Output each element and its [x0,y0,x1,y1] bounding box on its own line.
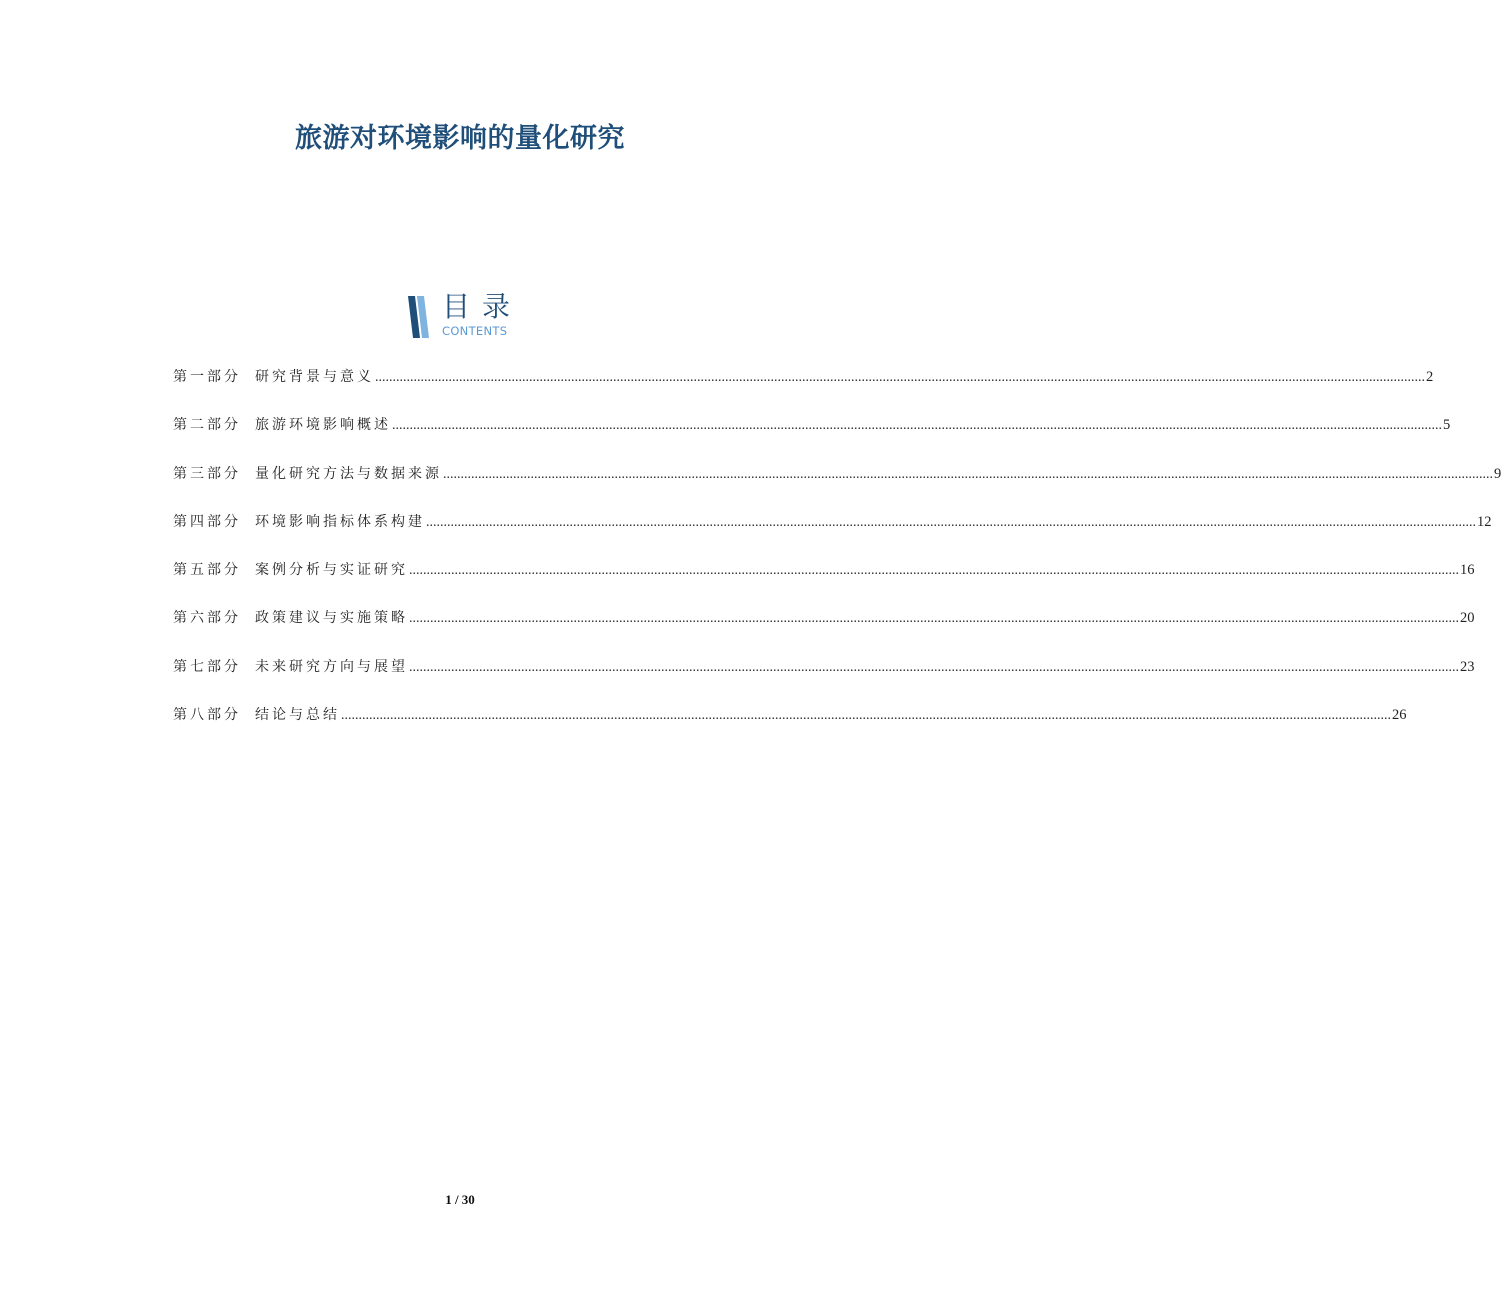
toc-leader-dots: ............................................................................................................................................................................................................................................................................................................ [392,418,1442,434]
book-spine-icon [408,296,432,338]
table-of-contents [173,364,1501,750]
page-indicator: 1 / 30 [445,1192,475,1207]
toc-page-number: 9 [1494,465,1501,482]
toc-entry-title: 案例分析与实证研究 [255,562,408,579]
toc-page-number: 2 [1426,369,1434,385]
toc-entry-part-4[interactable] [173,509,1492,557]
toc-page-number: 23 [1460,658,1475,675]
toc-page-number: 16 [1460,562,1475,579]
toc-entry-title: 环境影响指标体系构建 [255,513,425,530]
toc-heading: 目录 [442,290,523,323]
toc-page-number: 20 [1460,610,1475,627]
toc-leader-dots: ............................................................................................................................................................................................................................................................................................................ [409,611,1459,627]
toc-entry-part-8[interactable] [173,702,1407,750]
toc-part-number: 第二部分 [173,417,241,434]
toc-entry-title: 结论与总结 [255,707,340,724]
document-title: 旅游对环境影响的量化研究 [295,123,625,154]
toc-entry-part-7[interactable] [173,654,1475,702]
toc-leader-dots: ............................................................................................................................................................................................................................................................................................................ [443,466,1493,482]
toc-page-number: 5 [1443,417,1451,434]
toc-part-number: 第八部分 [173,707,241,724]
toc-page-number: 12 [1477,513,1492,530]
toc-subheading: CONTENTS [442,324,508,338]
toc-leader-dots: ............................................................................................................................................................................................................................................................................................................ [426,514,1476,530]
toc-part-number: 第七部分 [173,658,241,675]
toc-leader-dots: ............................................................................................................................................................................................................................................................................................................ [341,708,1391,724]
toc-entry-part-6[interactable] [173,605,1475,653]
toc-leader-dots: ............................................................................................................................................................................................................................................................................................................ [375,370,1425,385]
toc-entry-part-2[interactable] [173,412,1451,460]
toc-entry-title: 未来研究方向与展望 [255,658,408,675]
toc-entry-part-1[interactable] [173,364,1434,412]
toc-entry-part-5[interactable] [173,557,1475,605]
toc-entry-part-3[interactable] [173,461,1501,509]
toc-part-number: 第三部分 [173,465,241,482]
toc-leader-dots: ............................................................................................................................................................................................................................................................................................................ [409,563,1459,579]
toc-entry-title: 量化研究方法与数据来源 [255,465,442,482]
toc-entry-title: 旅游环境影响概述 [255,417,391,434]
toc-part-number: 第六部分 [173,610,241,627]
toc-entry-title: 研究背景与意义 [255,369,374,385]
toc-part-number: 第四部分 [173,513,241,530]
toc-page-number: 26 [1392,707,1407,724]
toc-entry-title: 政策建议与实施策略 [255,610,408,627]
toc-leader-dots: ............................................................................................................................................................................................................................................................................................................ [409,659,1459,675]
toc-part-number: 第五部分 [173,562,241,579]
toc-part-number: 第一部分 [173,369,241,385]
toc-header [408,290,528,340]
